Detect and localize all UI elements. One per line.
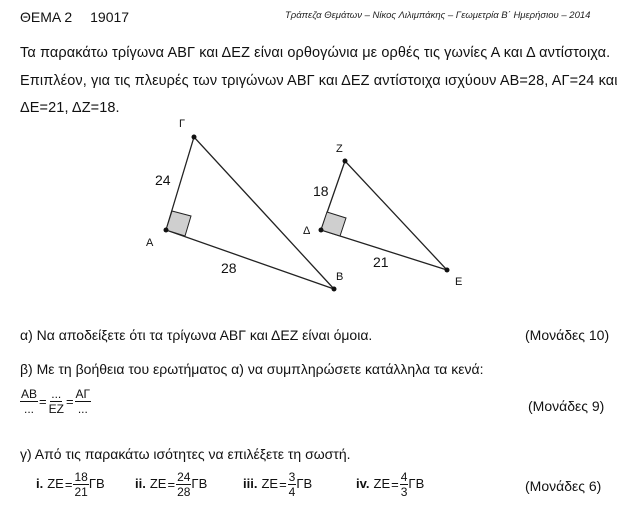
option-i: i. ΖΕ= $\frac{18}{21}$ ΓΒ (36, 470, 105, 499)
label-side-de: 21 (373, 254, 389, 270)
question-c-marks: (Μονάδες 6) (525, 478, 602, 494)
topic-title: ΘΕΜΑ 2 (20, 9, 73, 25)
statement-line-3: ΔΕ=21, ΔΖ=18. (20, 100, 120, 116)
triangle-abg (166, 137, 334, 289)
right-angle-marker-a (166, 211, 191, 236)
label-vertex-g: Γ (179, 118, 186, 130)
label-vertex-z: Ζ (336, 143, 343, 155)
label-vertex-a: Α (146, 237, 154, 249)
label-vertex-e: Ε (455, 276, 463, 288)
vertex-dot-b (332, 287, 337, 292)
vertex-dot-z (343, 159, 348, 164)
fraction-ab: $\frac{AB}{...}$ (21, 387, 38, 416)
source-header: Τράπεζα Θεμάτων – Νίκος Λιλιμπάκης – Γεωμετρία Β΄ Ημερήσιου – 2014 (285, 10, 591, 21)
vertex-dot-a (164, 228, 169, 233)
option-ii: ii. ΖΕ= $\frac{24}{28}$ ΓΒ (135, 470, 208, 499)
vertex-dot-g (192, 135, 197, 140)
statement-line-1: Τα παρακάτω τρίγωνα ΑΒΓ και ΔΕΖ είναι ορθογώνια με ορθές τις γωνίες Α και Δ αντίστοιχα. (20, 45, 611, 61)
right-angle-marker-d (321, 212, 346, 236)
question-a: α) Να αποδείξετε ότι τα τρίγωνα ΑΒΓ και ΔΕΖ είναι όμοια. (20, 327, 373, 343)
vertex-dot-e (445, 268, 450, 273)
statement-line-2: Επιπλέον, για τις πλευρές των τριγώνων ΑΒΓ και ΔΕΖ αντίστοιχα ισχύουν ΑΒ=28, ΑΓ=24 και (20, 73, 618, 89)
option-iv: iv. ΖΕ= $\frac{4}{3}$ ΓΒ (356, 470, 425, 499)
label-side-ab: 28 (221, 260, 237, 276)
fraction-ez: $\frac{...}{EZ}$ (48, 387, 64, 416)
topic-code: 19017 (90, 9, 130, 25)
ratio-blanks: $\frac{AB}{...}$ = $\frac{...}{EZ}$ = $\frac{A\Gamma}{...}$ (21, 387, 91, 416)
question-a-marks: (Μονάδες 10) (525, 327, 610, 343)
option-iii: iii. ΖΕ= $\frac{3}{4}$ ΓΒ (243, 470, 313, 499)
vertex-dot-d (319, 228, 324, 233)
question-b-marks: (Μονάδες 9) (528, 398, 605, 414)
label-vertex-d: Δ (303, 225, 311, 237)
fraction-ag: $\frac{A\Gamma}{...}$ (75, 387, 91, 416)
question-b: β) Με τη βοήθεια του ερωτήματος α) να συμπληρώσετε κατάλληλα τα κενά: (20, 361, 484, 377)
question-c: γ) Από τις παρακάτω ισότητες να επιλέξετε τη σωστή. (20, 446, 351, 462)
label-side-ag: 24 (155, 172, 171, 188)
label-vertex-b: Β (336, 271, 344, 283)
label-side-dz: 18 (313, 183, 329, 199)
